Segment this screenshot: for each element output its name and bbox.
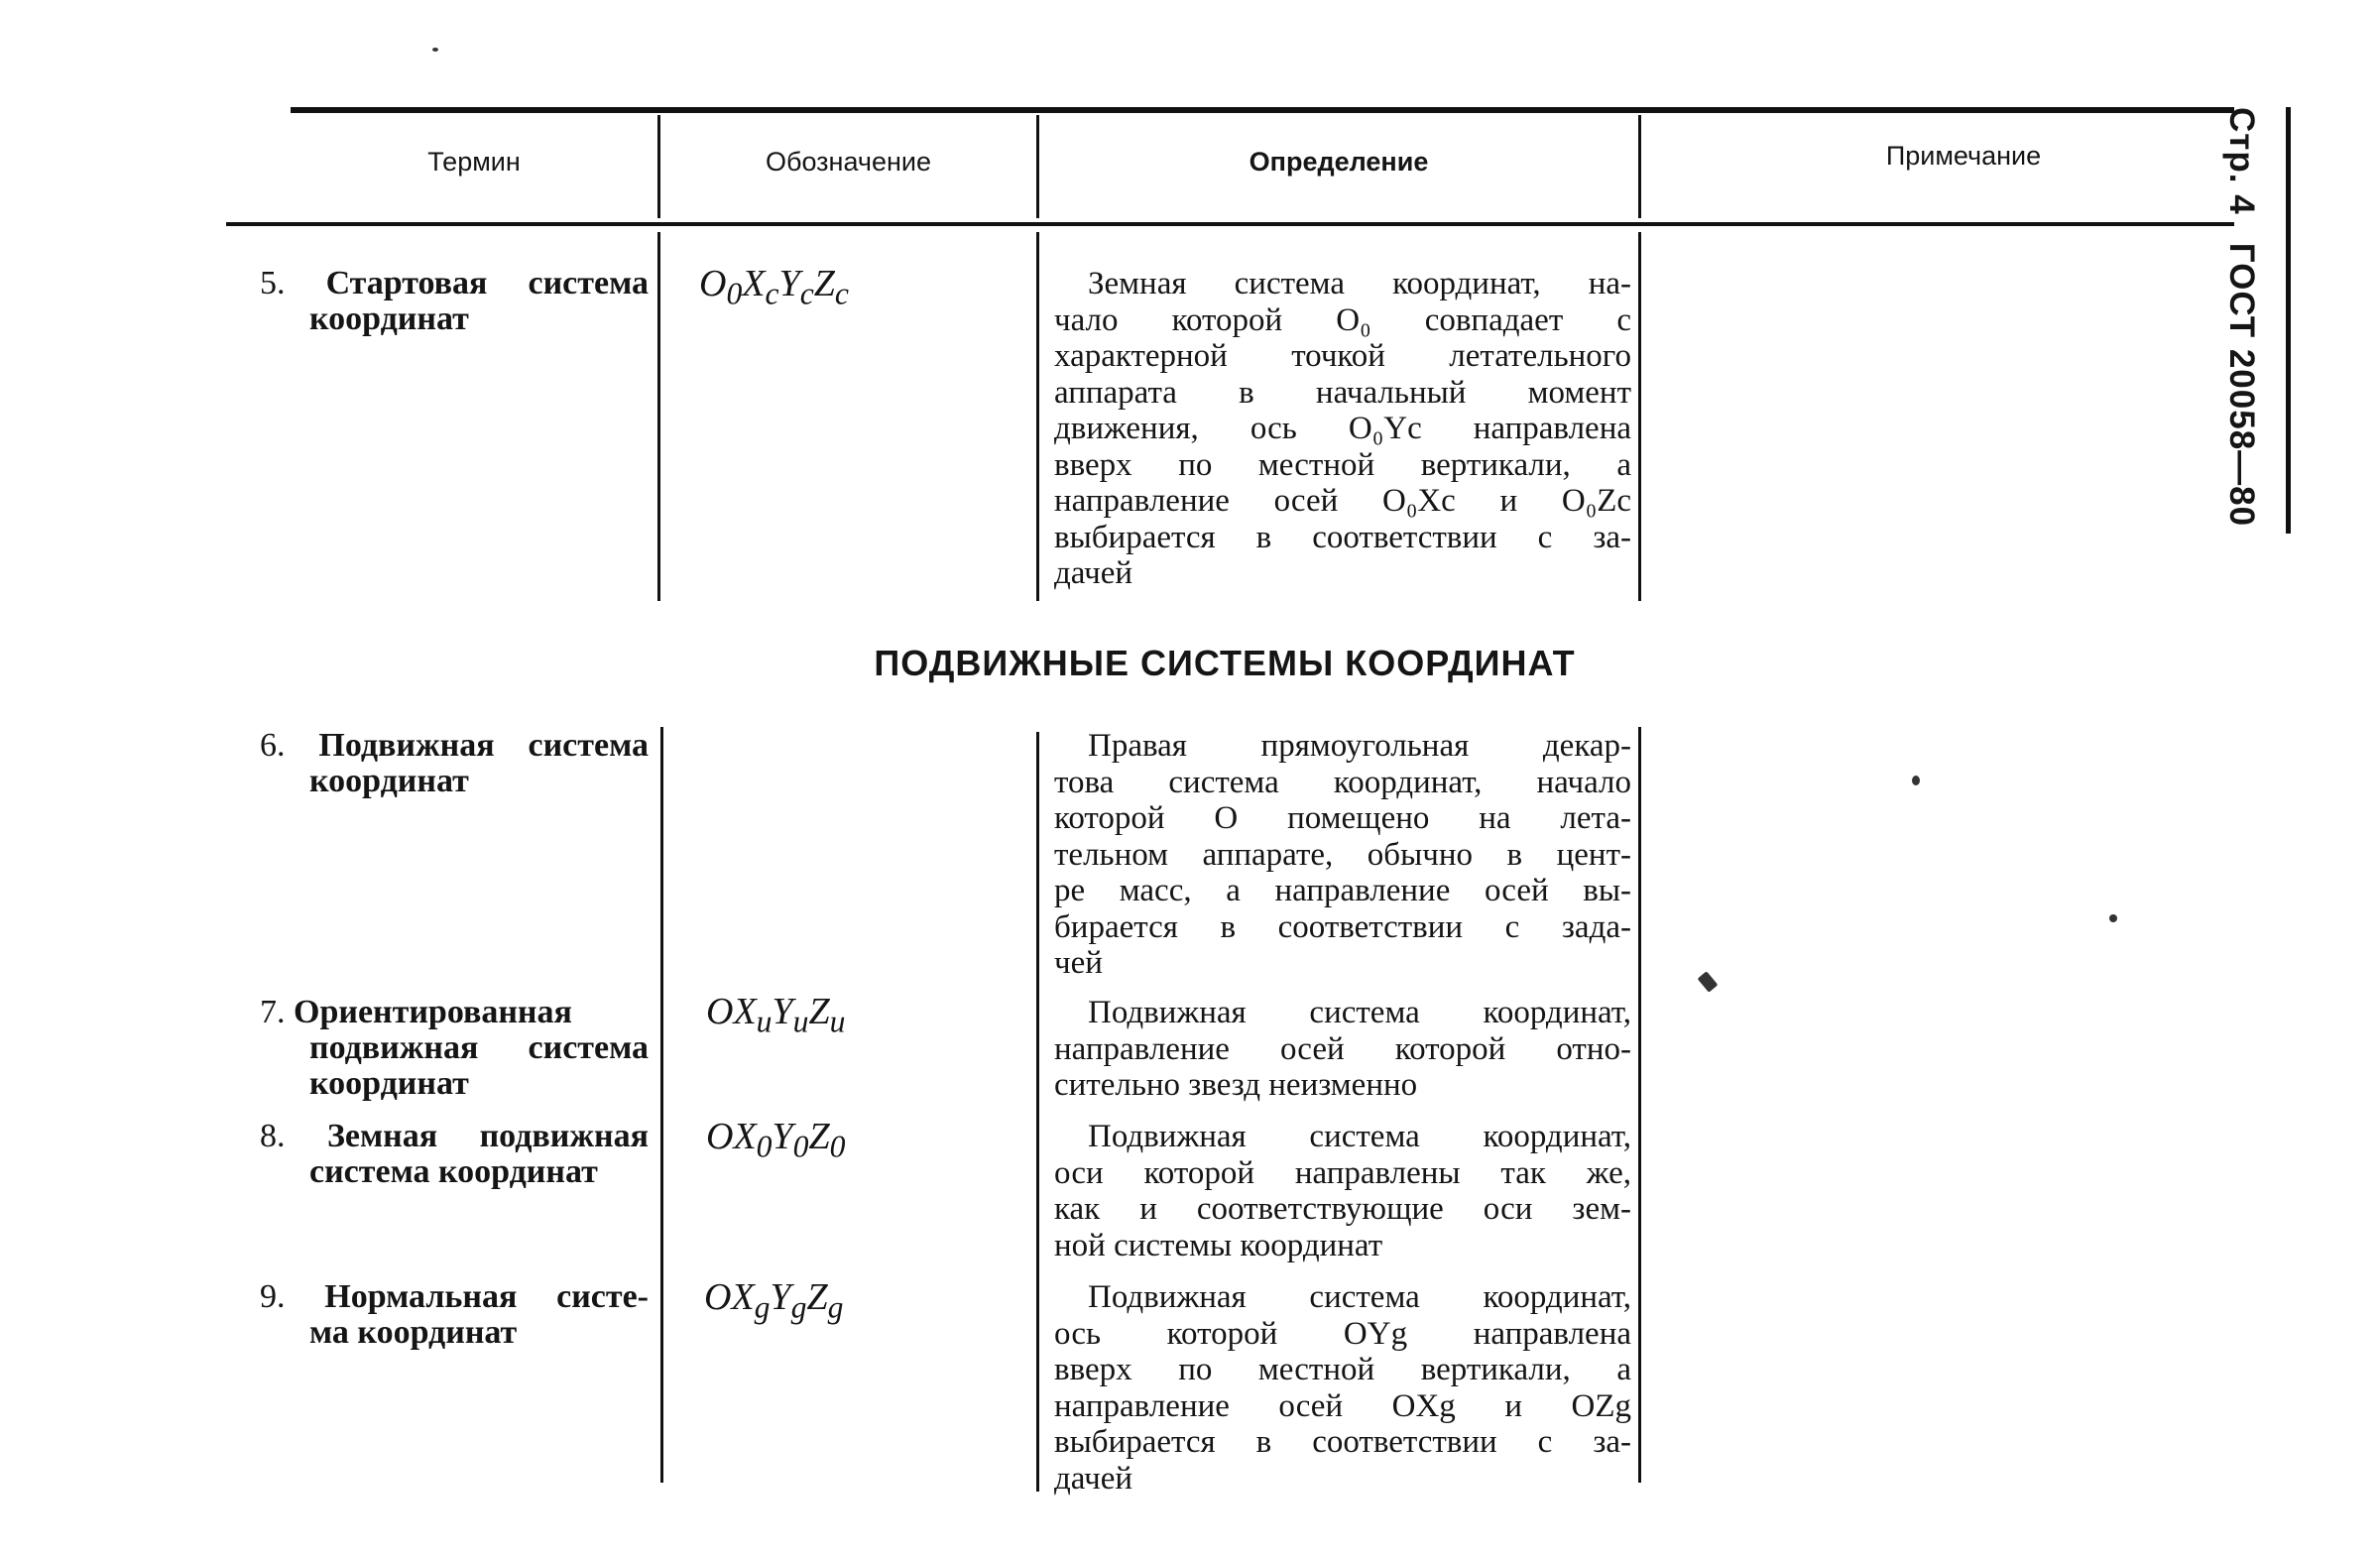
header-definition: Определение: [1249, 147, 1429, 177]
definition-line: которой O помещено на лета-: [1054, 800, 1631, 836]
definition-line: дачей: [1054, 555, 1133, 591]
definition-line: направление осей которой отно-: [1054, 1030, 1631, 1067]
block2-divider-3: [1638, 727, 1641, 1483]
definition-line: выбирается в соответствии с за-: [1054, 1424, 1631, 1460]
term-name-line: подвижная система: [309, 1029, 649, 1066]
definition-line: дачей: [1054, 1460, 1133, 1497]
term-name-line: координат: [309, 1065, 469, 1102]
definition-line: сительно звезд неизменно: [1054, 1067, 1418, 1103]
definition-6: [1054, 728, 1631, 982]
block2-divider-2: [1036, 732, 1039, 1492]
row5-divider-3: [1638, 232, 1641, 601]
section-title: ПОДВИЖНЫЕ СИСТЕМЫ КООРДИНАТ: [874, 643, 1576, 683]
definition-line: Подвижная система координат,: [1088, 995, 1631, 1030]
term-name-line: координат: [309, 300, 469, 337]
scan-speck: [432, 48, 438, 52]
term-number: 6.: [260, 727, 286, 764]
header-note: Примечание: [1885, 141, 2042, 171]
term-name-line: Земная подвижная: [326, 1118, 649, 1154]
scan-speck: [2109, 914, 2117, 922]
term-name-line: Ориентированная: [294, 994, 572, 1030]
definition-9: [1054, 1279, 1631, 1497]
notation-5: $O_0X_cY_cZ_c$: [699, 263, 849, 311]
scan-speck: [1912, 776, 1920, 785]
definition-5: [1054, 266, 1631, 592]
definition-line: выбирается в соответствии с за-: [1054, 519, 1631, 555]
definition-line: Подвижная система координат,: [1088, 1119, 1631, 1154]
row5-divider-2: [1036, 232, 1039, 601]
term-number: 5.: [260, 265, 286, 301]
term-name-line: Стартовая система: [325, 265, 649, 301]
term-number: 7.: [260, 994, 286, 1030]
term-name-line: Подвижная система: [318, 727, 649, 764]
definition-8: [1054, 1119, 1631, 1263]
definition-line: ре масс, а направление осей вы-: [1054, 873, 1631, 908]
definition-line: направление осей OXg и OZg: [1054, 1387, 1631, 1424]
block2-divider-1: [660, 727, 663, 1483]
scan-speck: [1698, 971, 1719, 993]
table-right-border: [2286, 107, 2291, 534]
notation-7: $OX_иY_иZ_и$: [706, 991, 846, 1039]
term-name-line: ма координат: [309, 1314, 518, 1351]
term-9: [260, 1279, 649, 1351]
definition-line: Подвижная система координат,: [1088, 1279, 1631, 1315]
term-number: 9.: [260, 1278, 286, 1315]
term-7: [260, 995, 649, 1102]
definition-line: оси которой направлены так же,: [1054, 1154, 1631, 1191]
definition-line: вверх по местной вертикали, а: [1054, 1352, 1631, 1387]
notation-9: $OX_gY_gZ_g$: [704, 1276, 844, 1325]
side-label: [2211, 107, 2271, 603]
definition-line: Земная система координат, на-: [1088, 266, 1631, 301]
table-header-rule: [226, 222, 2234, 226]
page-number: Стр. 4: [2222, 107, 2261, 215]
term-name-line: система координат: [309, 1153, 598, 1190]
term-number: 8.: [260, 1118, 286, 1154]
definition-line: това система координат, начало: [1054, 764, 1631, 800]
header-notation: Обозначение: [766, 147, 931, 177]
term-6: [260, 728, 649, 799]
definition-line: вверх по местной вертикали, а: [1054, 446, 1631, 483]
term-name-line: Нормальная систе-: [324, 1278, 649, 1315]
definition-7: [1054, 995, 1631, 1104]
definition-line: как и соответствующие оси зем-: [1054, 1191, 1631, 1227]
header-term: Термин: [427, 147, 521, 177]
definition-line: движения, ось O₀Yc направлена: [1054, 411, 1631, 446]
definition-line: чало которой O₀ совпадает с: [1054, 301, 1631, 338]
definition-line: ось которой OYg направлена: [1054, 1315, 1631, 1352]
definition-line: бирается в соответствии с зада-: [1054, 908, 1631, 945]
row5-divider-1: [657, 232, 660, 601]
definition-line: ной системы координат: [1054, 1227, 1383, 1263]
term-8: [260, 1119, 649, 1190]
definition-line: чей: [1054, 945, 1103, 981]
definition-line: аппарата в начальный момент: [1054, 374, 1631, 411]
term-5: [260, 266, 649, 337]
definition-line: направление осей O₀Xc и O₀Zc: [1054, 483, 1631, 519]
definition-line: тельном аппарате, обычно в цент-: [1054, 836, 1631, 873]
notation-8: $OX_0Y_0Z_0$: [706, 1116, 846, 1164]
table-top-rule: [291, 107, 2234, 113]
definition-line: характерной точкой летательного: [1054, 338, 1631, 374]
definition-line: Правая прямоугольная декар-: [1088, 728, 1631, 764]
standard-number: ГОСТ 20058—80: [2222, 242, 2261, 528]
term-name-line: координат: [309, 763, 469, 799]
